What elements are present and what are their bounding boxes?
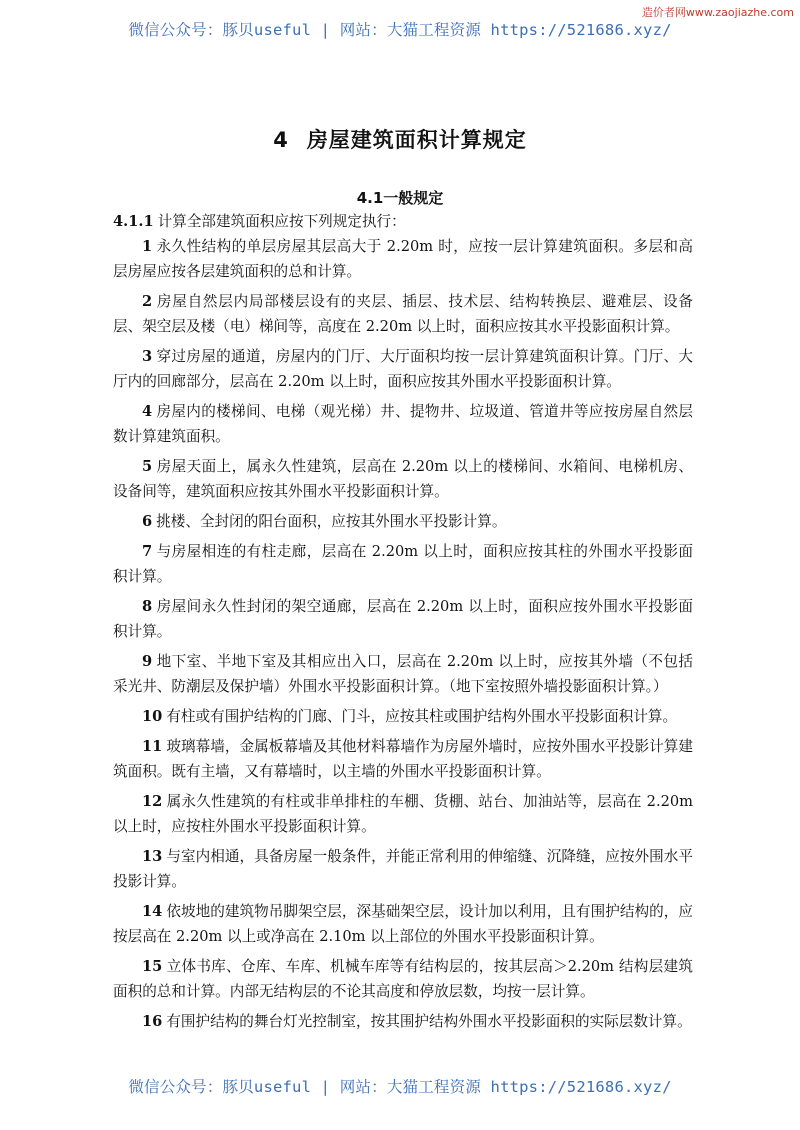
item-number: 10 <box>142 708 163 725</box>
chapter-title-text: 房屋建筑面积计算规定 <box>306 128 527 152</box>
clause-item <box>113 789 693 839</box>
item-text: 依坡地的建筑物吊脚架空层，深基础架空层，设计加以利用，且有围护结构的，应按层高在 2.20m 以上或净高在 2.10m 以上部位的外围水平投影面积计算。 <box>113 903 693 945</box>
chapter-number: 4 <box>273 128 289 152</box>
item-text: 有围护结构的舞台灯光控制室，按其围护结构外围水平投影面积的实际层数计算。 <box>166 1013 692 1030</box>
section-title <box>0 187 800 208</box>
clause-item <box>113 399 693 449</box>
item-text: 穿过房屋的通道，房屋内的门厅、大厅面积均按一层计算建筑面积计算。门厅、大厅内的回廊部分，层高在 2.20m 以上时，面积应按其外围水平投影面积计算。 <box>113 348 693 390</box>
item-number: 1 <box>142 238 153 255</box>
clause-item <box>113 734 693 784</box>
item-number: 16 <box>142 1013 163 1030</box>
clause-item <box>113 704 693 729</box>
item-text: 房屋内的楼梯间、电梯（观光梯）井、提物井、垃圾道、管道井等应按房屋自然层数计算建筑面积。 <box>113 403 693 445</box>
item-number: 12 <box>142 793 163 810</box>
clause-item <box>113 1009 693 1034</box>
site-watermark: 造价者网www.zaojiazhe.com <box>641 6 794 19</box>
clause-text: 计算全部建筑面积应按下列规定执行： <box>157 213 406 230</box>
clause-item <box>113 899 693 949</box>
footer-banner: 微信公众号：豚贝useful | 网站：大猫工程资源 https://521686.xyz/ <box>128 1078 672 1096</box>
item-text: 挑楼、全封闭的阳台面积，应按其外围水平投影计算。 <box>156 513 507 530</box>
item-text: 与房屋相连的有柱走廊，层高在 2.20m 以上时，面积应按其柱的外围水平投影面积计算。 <box>113 543 693 585</box>
clause-item <box>113 954 693 1004</box>
item-number: 11 <box>142 738 163 755</box>
item-text: 与室内相通，具备房屋一般条件，并能正常利用的伸缩缝、沉降缝，应按外围水平投影计算。 <box>113 848 693 890</box>
item-number: 2 <box>142 293 153 310</box>
clause-item <box>113 454 693 504</box>
item-number: 13 <box>142 848 163 865</box>
item-text: 房屋自然层内局部楼层设有的夹层、插层、技术层、结构转换层、避难层、设备层、架空层及楼（电）梯间等，高度在 2.20m 以上时，面积应按其水平投影面积计算。 <box>113 293 693 335</box>
item-number: 8 <box>142 598 153 615</box>
clause-item <box>113 539 693 589</box>
item-text: 房屋天面上，属永久性建筑，层高在 2.20m 以上的楼梯间、水箱间、电梯机房、设备间等，建筑面积应按其外围水平投影面积计算。 <box>113 458 693 500</box>
clause-item <box>113 594 693 644</box>
clause-items <box>113 234 693 1034</box>
item-number: 14 <box>142 903 163 920</box>
chapter-title <box>0 124 800 154</box>
clause-item <box>113 344 693 394</box>
item-text: 地下室、半地下室及其相应出入口，层高在 2.20m 以上时，应按其外墙（不包括采光井、防潮层及保护墙）外围水平投影面积计算。（地下室按照外墙投影面积计算。） <box>113 653 693 695</box>
item-number: 7 <box>142 543 153 560</box>
item-number: 4 <box>142 403 153 420</box>
clause-item <box>113 649 693 699</box>
item-number: 9 <box>142 653 153 670</box>
section-title-text: 一般规定 <box>383 189 444 207</box>
item-text: 房屋间永久性封闭的架空通廊，层高在 2.20m 以上时，面积应按外围水平投影面积计算。 <box>113 598 693 640</box>
item-number: 5 <box>142 458 153 475</box>
item-text: 有柱或有围护结构的门廊、门斗，应按其柱或围护结构外围水平投影面积计算。 <box>166 708 678 725</box>
clause-number: 4.1.1 <box>113 213 154 230</box>
clause-heading <box>113 209 693 234</box>
item-number: 15 <box>142 958 163 975</box>
document-body <box>113 209 693 1039</box>
clause-item <box>113 509 693 534</box>
item-text: 永久性结构的单层房屋其层高大于 2.20m 时，应按一层计算建筑面积。多层和高层房屋应按各层建筑面积的总和计算。 <box>113 238 693 280</box>
clause-item <box>113 234 693 284</box>
item-number: 3 <box>142 348 153 365</box>
item-number: 6 <box>142 513 153 530</box>
clause-item <box>113 289 693 339</box>
item-text: 立体书库、仓库、车库、机械车库等有结构层的，按其层高＞2.20m 结构层建筑面积的总和计算。内部无结构层的不论其高度和停放层数，均按一层计算。 <box>113 958 693 1000</box>
item-text: 属永久性建筑的有柱或非单排柱的车棚、货棚、站台、加油站等，层高在 2.20m 以上时，应按柱外围水平投影面积计算。 <box>113 793 693 835</box>
item-text: 玻璃幕墙，金属板幕墙及其他材料幕墙作为房屋外墙时，应按外围水平投影计算建筑面积。既有主墙，又有幕墙时，以主墙的外围水平投影面积计算。 <box>113 738 693 780</box>
header-banner: 微信公众号：豚贝useful | 网站：大猫工程资源 https://521686.xyz/ <box>128 21 672 39</box>
clause-item <box>113 844 693 894</box>
section-number: 4.1 <box>356 189 384 207</box>
